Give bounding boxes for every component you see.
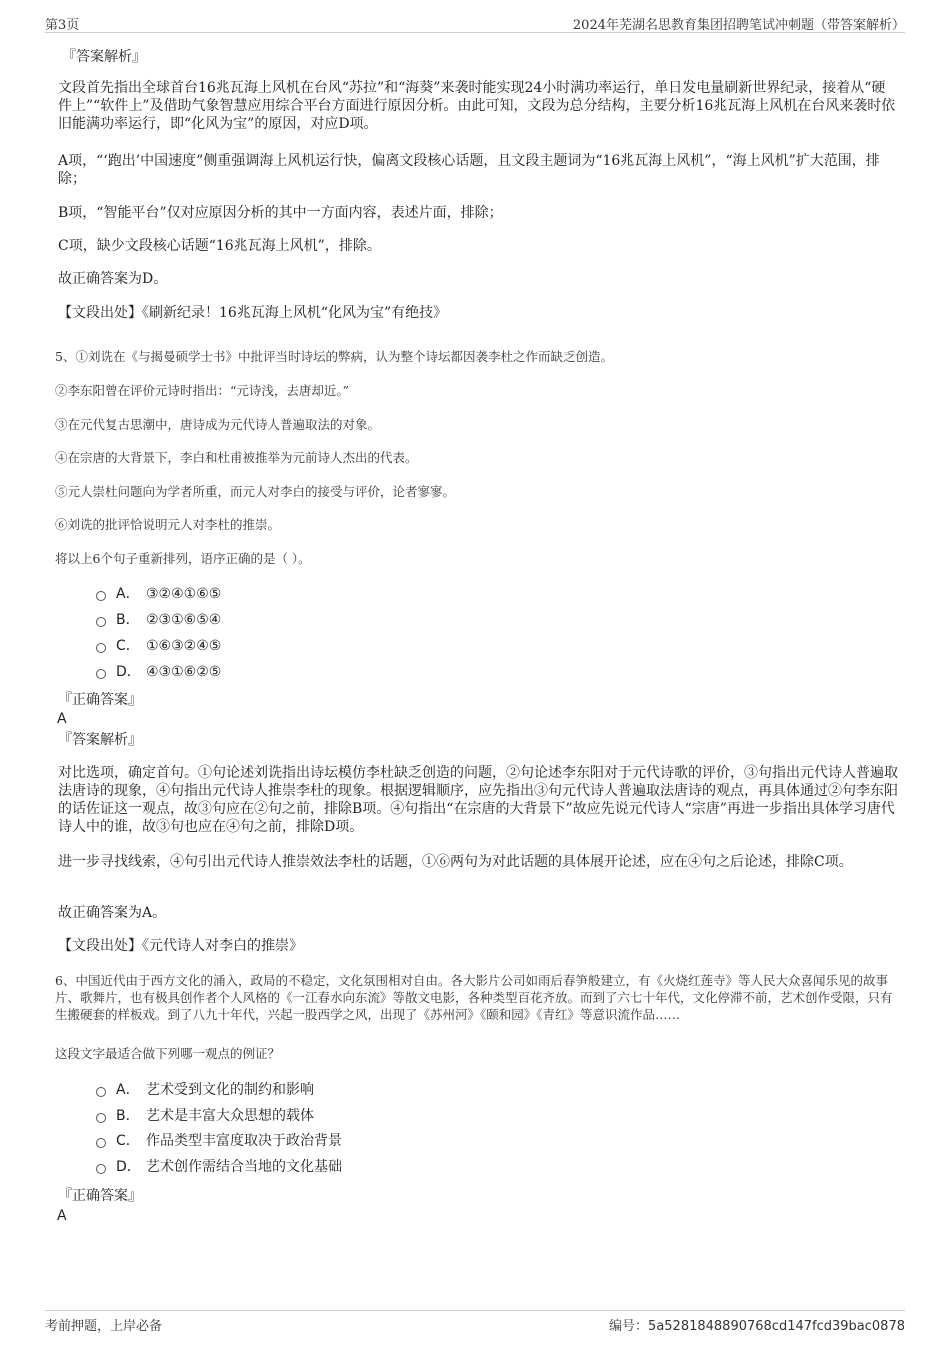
analysis-paragraph: B项，“智能平台”仅对应原因分析的其中一方面内容，表述片面，排除； xyxy=(58,205,503,221)
question-stem: 6、中国近代由于西方文化的涌入，政局的不稳定，文化氛围相对自由。各大影片公司如雨后春笋般建立，有《火烧红莲寺》等人民大众喜闻乐见的故事片、歌舞片，也有极具创作者个人风格的《一江春水向东流》等散文电影，各种类型百花齐放。而到了六七十年代，文化停滞不前，艺术创作受限，只有生搬硬套的样板戏。到了八九十年代，兴起一股西学之风，出现了《苏州河》《颐和园》《青红》等意识流作品…… xyxy=(55,973,893,1022)
sentence-5: ⑤元人崇杜问题向为学者所重，而元人对李白的接受与评价，论者寥寥。 xyxy=(55,484,456,499)
analysis-paragraph: 文段首先指出全球首台16兆瓦海上风机在台风“苏拉”和“海葵”来袭时能实现24小时满功率运行，单日发电量刷新世界纪录，接着从“硬件上”“软件上”及借助气象智慧应用综合平台方面进行原因分析。由此可知，文段为总分结构，主要分析16兆瓦海上风机在台风来袭时依旧能满功率运行，即“化风为宝”的原因，对应D项。 xyxy=(58,80,896,132)
sentence-6: ⑥刘诜的批评恰说明元人对李杜的推崇。 xyxy=(55,517,281,532)
option-d[interactable]: D． ④③①⑥②⑤ xyxy=(96,662,221,682)
question-stem: 5、①刘诜在《与揭曼硕学士书》中批评当时诗坛的弊病，认为整个诗坛都因袭李杜之作而缺乏创造。 xyxy=(55,349,613,364)
radio-button[interactable] xyxy=(96,617,106,627)
correct-answer-label: 『正确答案』 xyxy=(58,692,142,708)
page-number: 第3页 xyxy=(45,18,80,33)
correct-answer: A xyxy=(57,711,67,727)
answer-conclusion: 故正确答案为D。 xyxy=(58,271,168,287)
answer-conclusion: 故正确答案为A。 xyxy=(58,905,167,921)
radio-button[interactable] xyxy=(96,1087,106,1097)
option-a[interactable]: A． 艺术受到文化的制约和影响 xyxy=(96,1080,314,1100)
option-a[interactable]: A． ③②④①⑥⑤ xyxy=(96,584,221,604)
source-citation: 【文段出处】《元代诗人对李白的推崇》 xyxy=(58,938,303,954)
option-c[interactable]: C． ①⑥③②④⑤ xyxy=(96,636,221,656)
option-b[interactable]: B． 艺术是丰富大众思想的载体 xyxy=(96,1106,314,1126)
option-b[interactable]: B． ②③①⑥⑤④ xyxy=(96,610,221,630)
sentence-3: ③在元代复古思潮中，唐诗成为元代诗人普遍取法的对象。 xyxy=(55,417,381,432)
sentence-4: ④在宗唐的大背景下，李白和杜甫被推举为元前诗人杰出的代表。 xyxy=(55,450,418,465)
document-code: 编号：5a5281848890768cd147fcd39bac0878 xyxy=(609,1319,905,1334)
question-prompt: 这段文字最适合做下列哪一观点的例证？ xyxy=(55,1046,281,1061)
radio-button[interactable] xyxy=(96,643,106,653)
radio-button[interactable] xyxy=(96,669,106,679)
analysis-label: 『答案解析』 xyxy=(58,732,142,748)
sentence-2: ②李东阳曾在评价元诗时指出：“元诗浅，去唐却近。” xyxy=(55,383,350,398)
analysis-paragraph: C项，缺少文段核心话题“16兆瓦海上风机”，排除。 xyxy=(58,238,381,254)
analysis-paragraph: 对比选项，确定首句。①句论述刘诜指出诗坛模仿李杜缺乏创造的问题，②句论述李东阳对于元代诗歌的评价，③句指出元代诗人普遍取法唐诗的现象，④句指出元代诗人推崇李杜的现象。根据逻辑顺序，应先指出③句元代诗人普遍取法唐诗的观点，再具体通过②句李东阳的话佐证这一观点，故③句应在②句之前，排除B项。④句指出“在宗唐的大背景下”故应先说元代诗人“宗唐”再进一步指出具体学习唐代诗人中的谁，故③句也应在④句之前，排除D项。 xyxy=(58,765,898,835)
correct-answer: A xyxy=(57,1208,67,1224)
footer-slogan: 考前押题，上岸必备 xyxy=(45,1319,163,1334)
analysis-paragraph: A项，“‘跑出’中国速度”侧重强调海上风机运行快，偏离文段核心话题，且文段主题词为“16兆瓦海上风机”，“海上风机”扩大范围，排除； xyxy=(58,153,880,187)
source-citation: 【文段出处】《刷新纪录！16兆瓦海上风机“化风为宝”有绝技》 xyxy=(58,305,448,321)
analysis-paragraph: 进一步寻找线索，④句引出元代诗人推崇效法李杜的话题，①⑥两句为对此话题的具体展开论述，应在④句之后论述，排除C项。 xyxy=(58,854,853,870)
radio-button[interactable] xyxy=(96,1138,106,1148)
page-header xyxy=(45,12,905,33)
option-d[interactable]: D． 艺术创作需结合当地的文化基础 xyxy=(96,1157,342,1177)
document-title: 2024年芜湖名思教育集团招聘笔试冲刺题（带答案解析） xyxy=(572,18,905,33)
page-footer xyxy=(45,1310,905,1335)
radio-button[interactable] xyxy=(96,591,106,601)
option-c[interactable]: C． 作品类型丰富度取决于政治背景 xyxy=(96,1131,342,1151)
analysis-label: 『答案解析』 xyxy=(62,49,146,65)
radio-button[interactable] xyxy=(96,1113,106,1123)
question-prompt: 将以上6个句子重新排列，语序正确的是（ ）。 xyxy=(55,551,311,566)
radio-button[interactable] xyxy=(96,1164,106,1174)
correct-answer-label: 『正确答案』 xyxy=(58,1188,142,1204)
